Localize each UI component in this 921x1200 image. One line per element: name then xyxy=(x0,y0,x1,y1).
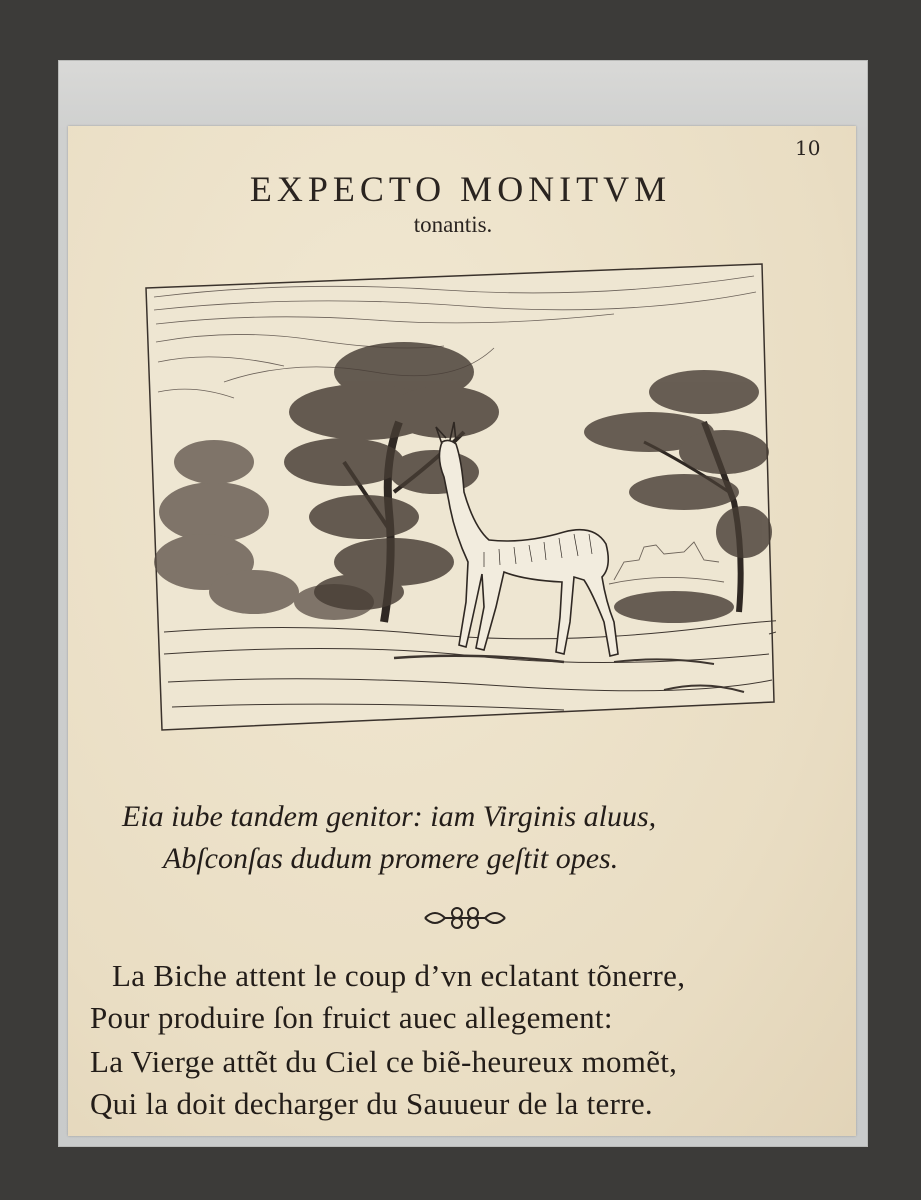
french-verse-line-1: La Biche attent le coup d’vn eclatant tõnerre, xyxy=(112,958,686,993)
french-verse-line-4: Qui la doit decharger du Sauueur de la terre. xyxy=(90,1086,653,1121)
emblem-motto-subtitle: tonantis. xyxy=(413,212,493,237)
page-number: 10 xyxy=(795,136,821,160)
fleuron-ornament xyxy=(420,900,510,936)
latin-verse-line-2: Abſconſas dudum promere geſtit opes. xyxy=(163,842,619,875)
french-verse-line-2: Pour produire ſon fruict auec allegement: xyxy=(90,1000,613,1035)
emblem-motto: EXPECTO MONITVM xyxy=(249,169,672,209)
latin-verse-line-1: Eia iube tandem genitor: iam Virginis aluus, xyxy=(122,800,657,833)
deer-engraving xyxy=(144,262,776,732)
french-verse-line-3: La Vierge attẽt du Ciel ce biẽ-heureux momẽt, xyxy=(90,1044,678,1079)
